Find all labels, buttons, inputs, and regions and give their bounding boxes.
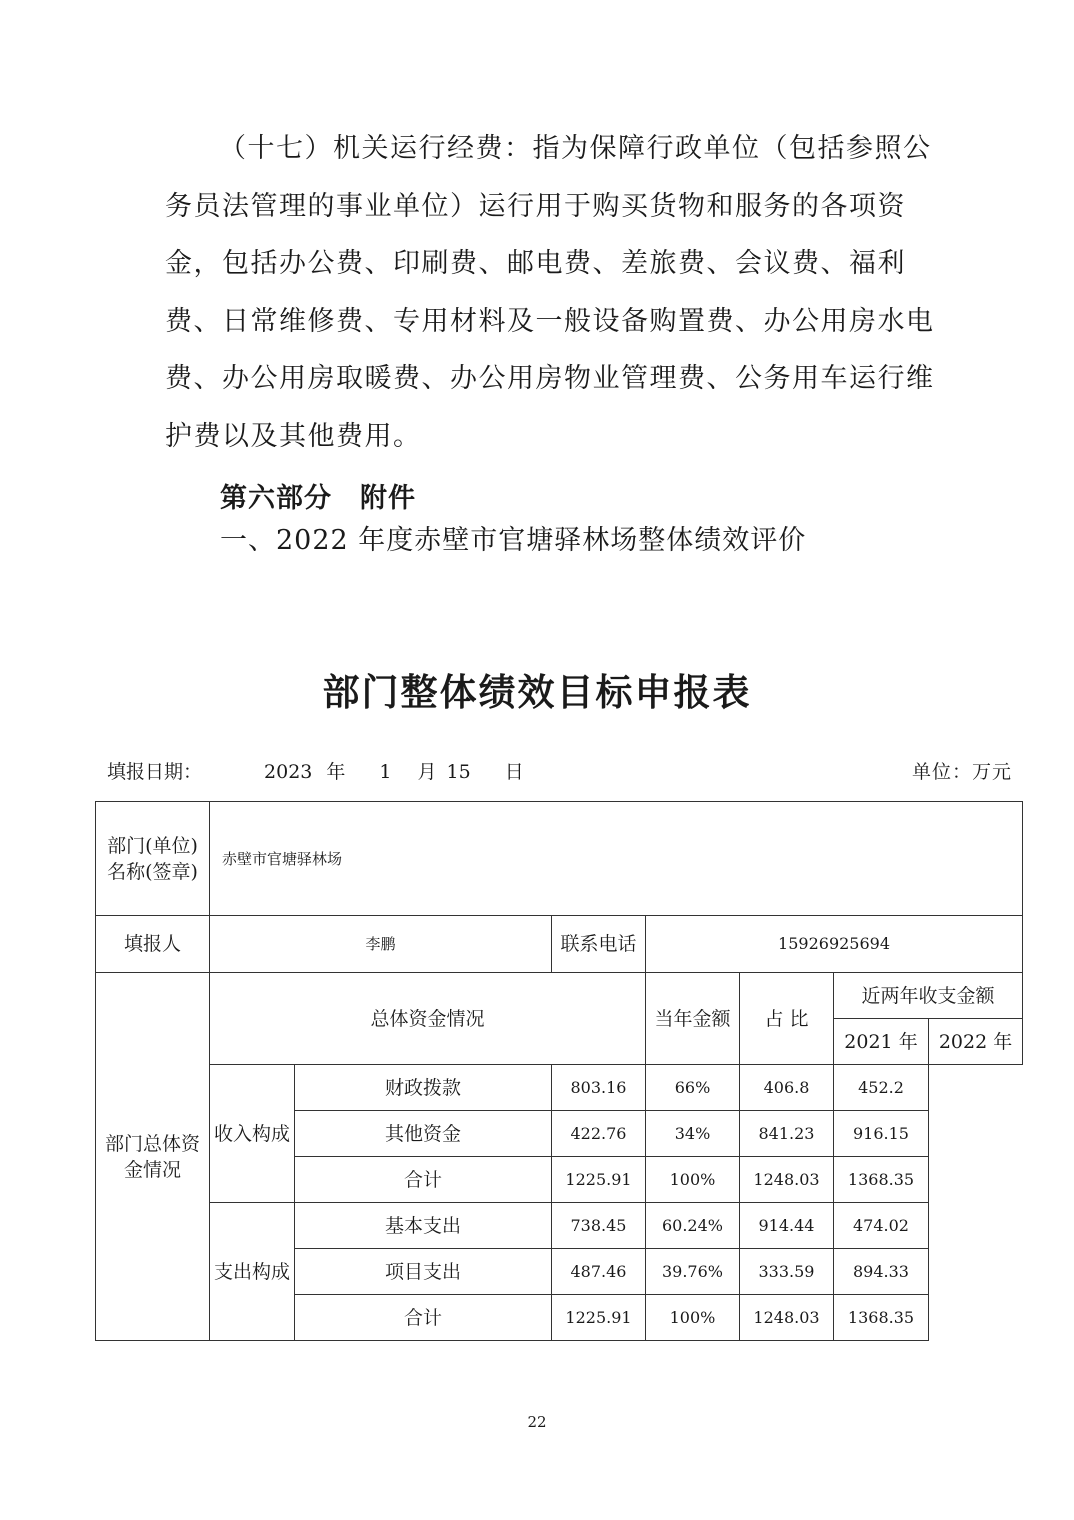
cell-ratio: 60.24% xyxy=(646,1203,740,1249)
expense-label: 支出构成 xyxy=(210,1203,295,1341)
part-label: 第六部分 xyxy=(220,483,332,514)
overall-funds-label: 总体资金情况 xyxy=(210,973,646,1065)
date-month: 1 xyxy=(379,761,392,783)
cell-2021: 841.23 xyxy=(740,1111,834,1157)
performance-target-table xyxy=(95,801,1023,1341)
paragraph-text: （十七）机关运行经费：指为保障行政单位（包括参照公务员法管理的事业单位）运行用于购买货物和服务的各项资金，包括办公费、印刷费、邮电费、差旅费、会议费、福利费、日常维修费、专用材料及一般设备购置费、办公用房水电费、办公用房取暖费、办公用房物业管理费、公务用车运行维护费以及其他费用。 xyxy=(165,133,935,452)
date-month-unit: 月 xyxy=(417,761,437,783)
col-ratio: 占 比 xyxy=(740,973,834,1065)
row-name: 合计 xyxy=(295,1295,552,1341)
income-label: 收入构成 xyxy=(210,1065,295,1203)
funds-section-label: 部门总体资金情况 xyxy=(96,973,210,1341)
cell-2021: 333.59 xyxy=(740,1249,834,1295)
row-name: 财政拨款 xyxy=(295,1065,552,1111)
cell-ratio: 100% xyxy=(646,1295,740,1341)
part-title: 附件 xyxy=(360,483,416,514)
date-label: 填报日期： xyxy=(107,761,203,783)
cell-2021: 1248.03 xyxy=(740,1157,834,1203)
cell-current: 738.45 xyxy=(552,1203,646,1249)
row-name: 基本支出 xyxy=(295,1203,552,1249)
dept-label: 部门(单位)名称(签章) xyxy=(96,802,210,916)
cell-2022: 916.15 xyxy=(834,1111,929,1157)
reporter-value: 李鹏 xyxy=(210,916,552,973)
phone-label: 联系电话 xyxy=(552,916,646,973)
part-heading xyxy=(220,476,416,515)
row-name: 合计 xyxy=(295,1157,552,1203)
cell-ratio: 34% xyxy=(646,1111,740,1157)
cell-ratio: 66% xyxy=(646,1065,740,1111)
table-row xyxy=(96,1065,1023,1111)
reporter-row xyxy=(96,916,1023,973)
row-name: 其他资金 xyxy=(295,1111,552,1157)
unit-label: 单位：万元 xyxy=(911,761,1012,783)
cell-current: 1225.91 xyxy=(552,1157,646,1203)
col-current-amount: 当年金额 xyxy=(646,973,740,1065)
date-day: 15 xyxy=(446,761,471,783)
cell-current: 422.76 xyxy=(552,1111,646,1157)
cell-current: 803.16 xyxy=(552,1065,646,1111)
date-day-unit: 日 xyxy=(504,761,524,783)
cell-2021: 1248.03 xyxy=(740,1295,834,1341)
report-date-line xyxy=(107,757,524,784)
dept-name-value: 赤壁市官塘驿林场 xyxy=(210,802,1023,916)
cell-2022: 894.33 xyxy=(834,1249,929,1295)
funds-header-row-1 xyxy=(96,973,1023,1019)
date-year: 2023 xyxy=(264,761,313,783)
date-year-unit: 年 xyxy=(326,761,346,783)
cell-2022: 452.2 xyxy=(834,1065,929,1111)
reporter-label: 填报人 xyxy=(96,916,210,973)
cell-current: 1225.91 xyxy=(552,1295,646,1341)
table-row xyxy=(96,1203,1023,1249)
cell-2021: 406.8 xyxy=(740,1065,834,1111)
col-2022: 2022 年 xyxy=(929,1019,1023,1065)
col-2021: 2021 年 xyxy=(834,1019,929,1065)
cell-2022: 1368.35 xyxy=(834,1157,929,1203)
cell-current: 487.46 xyxy=(552,1249,646,1295)
dept-row xyxy=(96,802,1023,916)
body-paragraph xyxy=(165,120,945,465)
cell-ratio: 100% xyxy=(646,1157,740,1203)
cell-2021: 914.44 xyxy=(740,1203,834,1249)
form-title: 部门整体绩效目标申报表 xyxy=(322,671,752,714)
col-two-year: 近两年收支金额 xyxy=(834,973,1023,1019)
row-name: 项目支出 xyxy=(295,1249,552,1295)
sub-heading: 一、2022 年度赤壁市官塘驿林场整体绩效评价 xyxy=(220,525,807,556)
cell-2022: 474.02 xyxy=(834,1203,929,1249)
cell-2022: 1368.35 xyxy=(834,1295,929,1341)
phone-value: 15926925694 xyxy=(646,916,1023,973)
cell-ratio: 39.76% xyxy=(646,1249,740,1295)
page-number: 22 xyxy=(527,1413,547,1431)
